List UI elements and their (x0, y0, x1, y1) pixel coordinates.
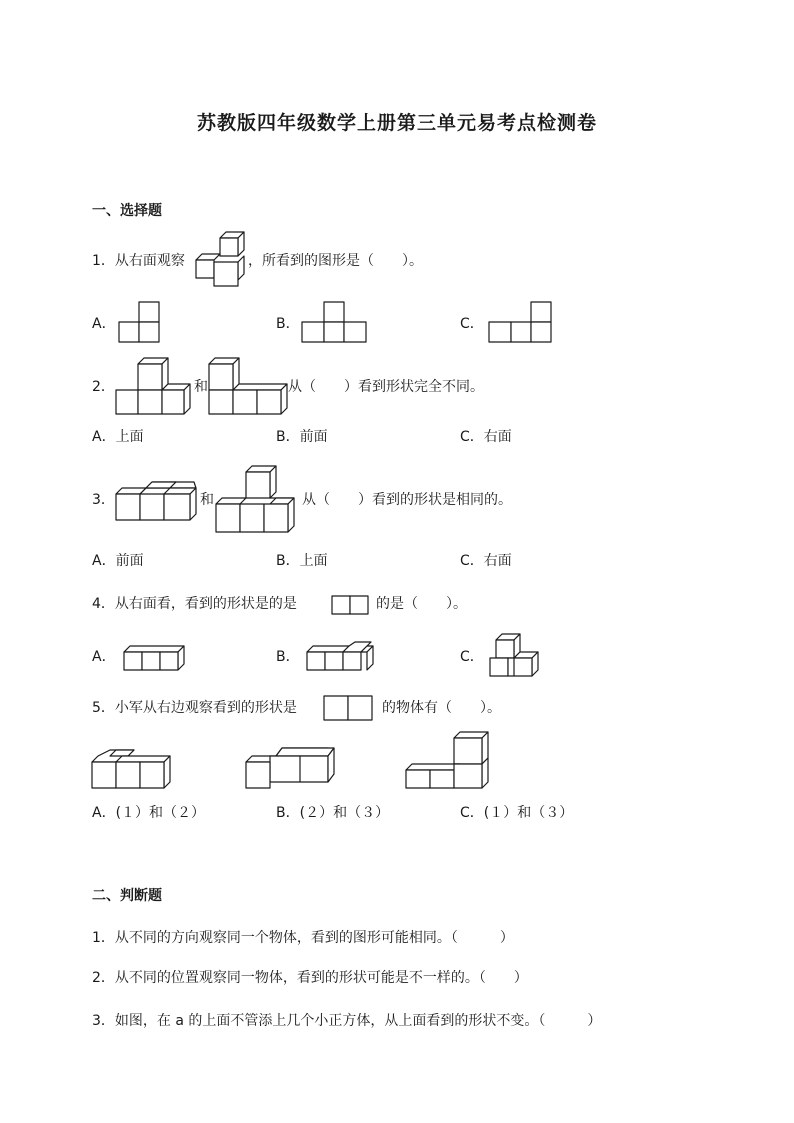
q1-option-c-figure (487, 300, 555, 348)
q3-figure-2 (214, 464, 304, 538)
judgement-item-3: 3．如图，在 a 的上面不管添上几个小正方体，从上面看到的形状不变。（ ） (92, 1013, 602, 1029)
q1-option-b-figure (300, 300, 368, 348)
question-1-text-b: ，所看到的图形是（ ）。 (248, 253, 423, 269)
q5-figure-3 (404, 730, 494, 792)
q4-option-c[interactable]: C． (460, 649, 484, 665)
q1-option-c[interactable]: C． (460, 316, 484, 332)
q4-option-c-figure (488, 632, 542, 682)
q3-option-a[interactable]: A．前面 (92, 553, 144, 569)
question-3-num: 3． (92, 492, 115, 508)
question-2-and: 和 (194, 379, 208, 395)
q1-option-a-figure (117, 300, 163, 348)
q5-option-a[interactable]: A．(１）和（２） (92, 805, 206, 821)
section-heading-judgement: 二、判断题 (92, 888, 162, 904)
question-5-text-b: 的物体有（ ）。 (382, 700, 501, 716)
judgement-item-2: 2．从不同的位置观察同一物体，看到的形状可能是不一样的。（ ） (92, 970, 528, 986)
question-2-text-b: 从（ ）看到形状完全不同。 (288, 379, 484, 395)
q4-shape-figure (330, 594, 372, 616)
question-3-text-b: 从（ ）看到的形状是相同的。 (302, 492, 512, 508)
question-4-text-a: 4．从右面看，看到的形状是的是 (92, 596, 297, 612)
q1-option-a[interactable]: A． (92, 316, 116, 332)
q5-figure-1 (90, 744, 176, 792)
q5-shape-figure (322, 694, 376, 722)
q5-figure-2 (244, 744, 338, 792)
q1-option-b[interactable]: B． (276, 316, 300, 332)
q4-option-b-figure (305, 642, 375, 676)
q2-option-b[interactable]: B．前面 (276, 429, 328, 445)
judgement-item-1: 1．从不同的方向观察同一个物体，看到的图形可能相同。（ ） (92, 930, 514, 946)
q4-option-a[interactable]: A． (92, 649, 116, 665)
q4-option-b[interactable]: B． (276, 649, 300, 665)
q2-option-c[interactable]: C．右面 (460, 429, 512, 445)
q5-option-c[interactable]: C．(１）和（３） (460, 805, 574, 821)
section-heading-choice: 一、选择题 (92, 203, 162, 219)
question-3-and: 和 (200, 492, 214, 508)
q3-option-c[interactable]: C．右面 (460, 553, 512, 569)
q5-option-b[interactable]: B．(２）和（３） (276, 805, 390, 821)
question-4-text-b: 的是（ ）。 (376, 596, 467, 612)
question-5-text-a: 5．小军从右边观察看到的形状是 (92, 700, 297, 716)
q2-figure-1 (114, 356, 196, 416)
page-title: 苏教版四年级数学上册第三单元易考点检测卷 (196, 112, 597, 134)
q1-cube-figure (194, 230, 250, 290)
q3-option-b[interactable]: B．上面 (276, 553, 328, 569)
q2-figure-2 (207, 356, 293, 416)
question-2-num: 2． (92, 379, 115, 395)
question-1-text-a: 1．从右面观察 (92, 253, 185, 269)
q3-figure-1 (114, 476, 206, 526)
q2-option-a[interactable]: A．上面 (92, 429, 144, 445)
q4-option-a-figure (122, 644, 186, 674)
